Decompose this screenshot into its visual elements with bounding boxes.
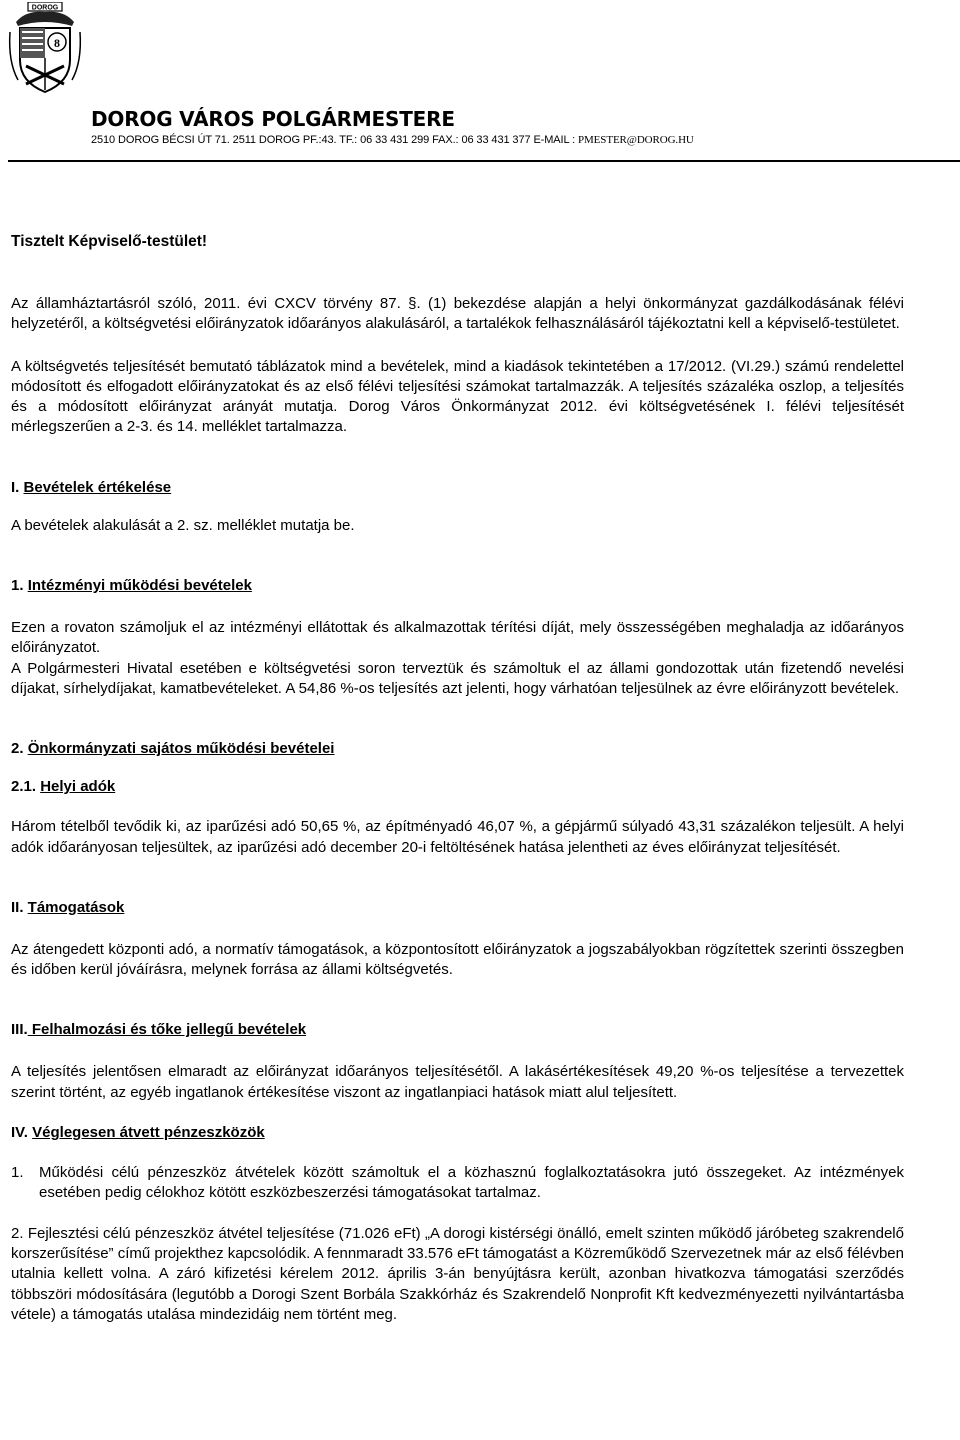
list-item	[11, 1163, 904, 1204]
intro-paragraph: Az államháztartásról szóló, 2011. évi CXCV törvény 87. §. (1) bekezdése alapján a helyi önkormányzat gazdálkodásának félévi helyzetéről, a költségvetési előirányzatok időarányos alakulásáról, a tartalékok felhasználásáról tájékoztatni kell a képviselő-testületet.	[11, 295, 904, 333]
svg-text:8: 8	[54, 36, 60, 50]
section-heading-institutional: 1. Intézményi működési bevételek	[11, 577, 252, 595]
list-item-text: Működési célú pénzeszköz átvételek között számoltuk el a közhasznú foglalkoztatásokra jutó összegeket. Az intézmények esetében pedig célokhoz kötött eszközbeszerzési támogatásokat tartalmaz.	[39, 1164, 904, 1202]
office-address: 2510 DOROG BÉCSI ÚT 71. 2511 DOROG PF.:43. TF.: 06 33 431 299 FAX.: 06 33 431 377 E-MAIL :	[91, 134, 578, 146]
tables-paragraph: A költségvetés teljesítését bemutató táblázatok mind a bevételek, mind a kiadások tekintetében a 17/2012. (VI.29.) számú rendelettel módosított és elfogadott előirányzatokat és az első félévi teljesítési számokat tartalmazzák. A teljesítés százaléka oszlop, a teljesítés és a módosított előirányzat arányát mutatja. Dorog Város Önkormányzat 2012. évi költségvetésének I. félévi teljesítését mérlegszerűen a 2-3. és 14. melléklet tartalmazza.	[11, 357, 904, 436]
subsidies-paragraph: Az átengedett központi adó, a normatív támogatások, a központosított előirányzatok a jogszabályokban rögzítettek szerinti összegben és időben kerül jóváírásra, melynek forrása az állami költségvetés.	[11, 940, 904, 979]
salutation: Tisztelt Képviselő-testület!	[11, 233, 208, 250]
dorog-coat-of-arms-icon	[6, 2, 84, 94]
section-heading-revenue: I. Bevételek értékelése	[11, 478, 172, 496]
revenue-intro: A bevételek alakulását a 2. sz. melléklet mutatja be.	[11, 516, 355, 534]
letter-body	[11, 232, 904, 1325]
office-email: PMESTER@DOROG.HU	[577, 134, 694, 146]
section-heading-subsidies: II. Támogatások	[11, 898, 125, 916]
section-heading-own-revenue: 2. Önkormányzati sajátos működési bevételei	[11, 740, 335, 758]
list-item-number: 1.	[11, 1164, 24, 1182]
section-heading-capital-revenue: III. Felhalmozási és tőke jellegű bevételek	[11, 1021, 307, 1039]
section-heading-local-taxes: 2.1. Helyi adók	[11, 778, 116, 796]
institutional-paragraph-1: Ezen a rovaton számoljuk el az intézményi ellátottak és alkalmazottak térítési díját, mely összességében meghaladja az időarányos előirányzatot.	[11, 619, 904, 657]
capital-revenue-paragraph: A teljesítés jelentősen elmaradt az előirányzat időarányos teljesítésétől. A lakásértékesítések 49,20 %-os teljesítése a tervezettek szerint történt, az egyéb ingatlanok értékesítése viszont az ingatlanpiaci hatások miatt alul teljesített.	[11, 1063, 904, 1101]
local-taxes-paragraph: Három tételből tevődik ki, az iparűzési adó 50,65 %, az építményadó 46,07 %, a gépjármű súlyadó 43,31 százalékon teljesült. A helyi adók időarányosan teljesültek, az iparűzési adó december 20-i feltöltésének hatása jelentheti az éves előirányzat teljesítését.	[11, 818, 904, 856]
list-item-2: 2. Fejlesztési célú pénzeszköz átvétel teljesítése (71.026 eFt) „A dorogi kistérségi önálló, emelt szinten működő járóbeteg szakrendelő korszerűsítése” című projekthez kapcsolódik. A fennmaradt 33.576 eFt támogatást a Közreműködő Szervezetnek már az első félévben utalnia kellett volna. A záró kifizetési kérelem 2012. április 3-án benyújtásra került, azonban hivatkozva támogatási szerződés többszöri módosítására (legutóbb a Dorogi Szent Borbála Szakkórház és Szakrendelő Nonprofit Kft kedvezményezetti nyilvántartásba vétele) a támogatás utalása mindezidáig nem történt meg.	[11, 1224, 904, 1323]
office-contact-line	[91, 134, 694, 146]
office-title: DOROG VÁROS POLGÁRMESTERE	[91, 107, 455, 131]
svg-text:DOROG: DOROG	[31, 4, 59, 12]
institutional-paragraph-2: A Polgármesteri Hivatal esetében e költségvetési soron terveztük és számoltuk el az állami gondozottak után fizetendő nevelési díjakat, sírhelydíjakat, kamatbevételeket. A 54,86 %-os teljesítés azt jelenti, hogy várhatóan teljesülnek az évre előirányzott bevételek.	[11, 659, 904, 697]
header-divider	[8, 160, 960, 162]
section-heading-transferred-funds: IV. Véglegesen átvett pénzeszközök	[11, 1124, 265, 1142]
